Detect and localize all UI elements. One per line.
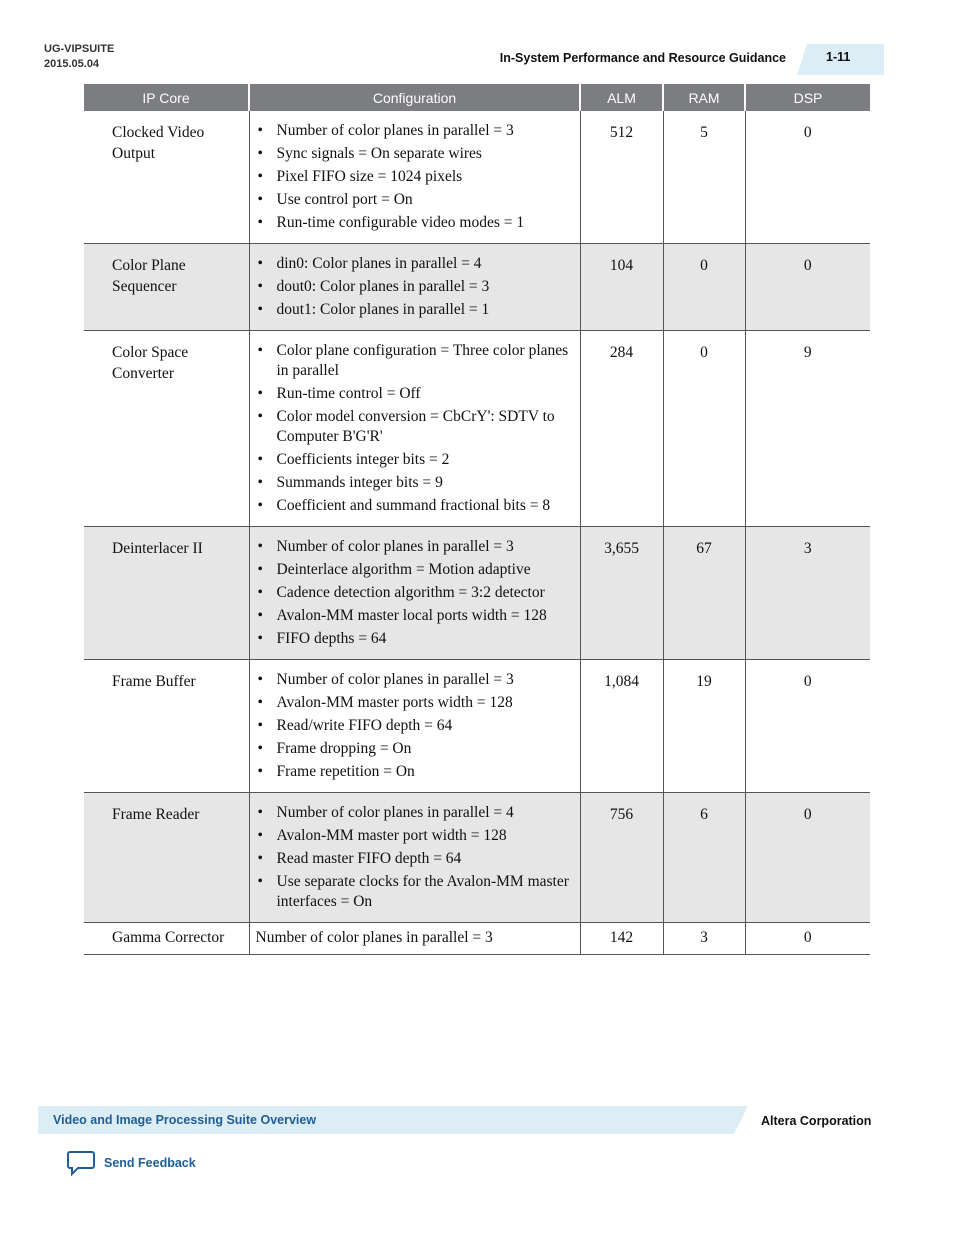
list-item: • Number of color planes in parallel = 3: [256, 670, 574, 690]
table-row: [84, 244, 870, 331]
send-feedback-label: Send Feedback: [104, 1156, 196, 1170]
table-header-row: [84, 84, 870, 111]
ram-cell: 67: [663, 527, 745, 660]
ram-cell: 19: [663, 660, 745, 793]
page-number: 1-11: [826, 50, 851, 64]
list-item: • Number of color planes in parallel = 4: [256, 803, 574, 823]
list-item: • Number of color planes in parallel = 3: [256, 537, 574, 557]
list-item: • Read master FIFO depth = 64: [256, 849, 574, 869]
speech-bubble-icon: [66, 1150, 96, 1176]
list-item: • Deinterlace algorithm = Motion adaptive: [256, 560, 574, 580]
column-header-alm: ALM: [580, 84, 663, 111]
configuration-cell: [249, 331, 580, 527]
list-item: • Summands integer bits = 9: [256, 473, 574, 493]
list-item: • Use control port = On: [256, 190, 574, 210]
ip-core-cell: Color Plane Sequencer: [84, 244, 249, 331]
resource-table: [84, 84, 870, 955]
ip-core-cell: Deinterlacer II: [84, 527, 249, 660]
table-row: [84, 923, 870, 955]
list-item: • Run-time control = Off: [256, 384, 574, 404]
list-item: • Avalon-MM master local ports width = 128: [256, 606, 574, 626]
alm-cell: 284: [580, 331, 663, 527]
list-item: • Sync signals = On separate wires: [256, 144, 574, 164]
table-row: [84, 793, 870, 923]
column-header-ram: RAM: [663, 84, 745, 111]
configuration-cell: [249, 793, 580, 923]
dsp-cell: 9: [745, 331, 870, 527]
list-item: • Cadence detection algorithm = 3:2 detector: [256, 583, 574, 603]
table-row: [84, 111, 870, 244]
configuration-cell: [249, 244, 580, 331]
list-item: • Coefficients integer bits = 2: [256, 450, 574, 470]
configuration-list: [256, 254, 574, 320]
ip-core-cell: Frame Reader: [84, 793, 249, 923]
column-header-configuration: Configuration: [249, 84, 580, 111]
dsp-cell: 0: [745, 923, 870, 955]
list-item: • Avalon-MM master port width = 128: [256, 826, 574, 846]
alm-cell: 756: [580, 793, 663, 923]
ram-cell: 3: [663, 923, 745, 955]
dsp-cell: 0: [745, 660, 870, 793]
list-item: • Frame dropping = On: [256, 739, 574, 759]
configuration-cell: [249, 660, 580, 793]
ip-core-cell: Clocked Video Output: [84, 111, 249, 244]
list-item: • Read/write FIFO depth = 64: [256, 716, 574, 736]
list-item: • din0: Color planes in parallel = 4: [256, 254, 574, 274]
configuration-cell: Number of color planes in parallel = 3: [249, 923, 580, 955]
ram-cell: 6: [663, 793, 745, 923]
table-row: [84, 660, 870, 793]
doc-header-left: [44, 42, 114, 72]
dsp-cell: 3: [745, 527, 870, 660]
company-name: Altera Corporation: [761, 1114, 872, 1128]
ip-core-cell: Color Space Converter: [84, 331, 249, 527]
list-item: • Color model conversion = CbCrY': SDTV to Computer B'G'R': [256, 407, 574, 447]
list-item: • dout0: Color planes in parallel = 3: [256, 277, 574, 297]
alm-cell: 142: [580, 923, 663, 955]
list-item: • dout1: Color planes in parallel = 1: [256, 300, 574, 320]
list-item: • Frame repetition = On: [256, 762, 574, 782]
list-item: • Use separate clocks for the Avalon-MM master interfaces = On: [256, 872, 574, 912]
configuration-cell: [249, 527, 580, 660]
list-item: • Coefficient and summand fractional bits = 8: [256, 496, 574, 516]
ram-cell: 5: [663, 111, 745, 244]
alm-cell: 3,655: [580, 527, 663, 660]
doc-id: UG-VIPSUITE: [44, 43, 115, 55]
ip-core-cell: Frame Buffer: [84, 660, 249, 793]
column-header-ip-core: IP Core: [84, 84, 249, 111]
section-title: In-System Performance and Resource Guidance: [499, 51, 786, 65]
configuration-cell: [249, 111, 580, 244]
dsp-cell: 0: [745, 111, 870, 244]
configuration-list: [256, 341, 574, 516]
ram-cell: 0: [663, 244, 745, 331]
column-header-dsp: DSP: [745, 84, 870, 111]
table-row: [84, 527, 870, 660]
dsp-cell: 0: [745, 244, 870, 331]
list-item: • Color plane configuration = Three color planes in parallel: [256, 341, 574, 381]
doc-date: 2015.05.04: [44, 58, 100, 70]
list-item: • Avalon-MM master ports width = 128: [256, 693, 574, 713]
alm-cell: 104: [580, 244, 663, 331]
configuration-list: [256, 537, 574, 649]
configuration-list: [256, 670, 574, 782]
list-item: • Pixel FIFO size = 1024 pixels: [256, 167, 574, 187]
table-row: [84, 331, 870, 527]
alm-cell: 512: [580, 111, 663, 244]
chapter-title-link[interactable]: Video and Image Processing Suite Overview: [53, 1113, 317, 1127]
ip-core-cell: Gamma Corrector: [84, 923, 249, 955]
configuration-list: [256, 803, 574, 912]
send-feedback-link[interactable]: [66, 1150, 196, 1176]
ram-cell: 0: [663, 331, 745, 527]
list-item: • FIFO depths = 64: [256, 629, 574, 649]
dsp-cell: 0: [745, 793, 870, 923]
list-item: • Run-time configurable video modes = 1: [256, 213, 574, 233]
configuration-list: [256, 121, 574, 233]
alm-cell: 1,084: [580, 660, 663, 793]
list-item: • Number of color planes in parallel = 3: [256, 121, 574, 141]
